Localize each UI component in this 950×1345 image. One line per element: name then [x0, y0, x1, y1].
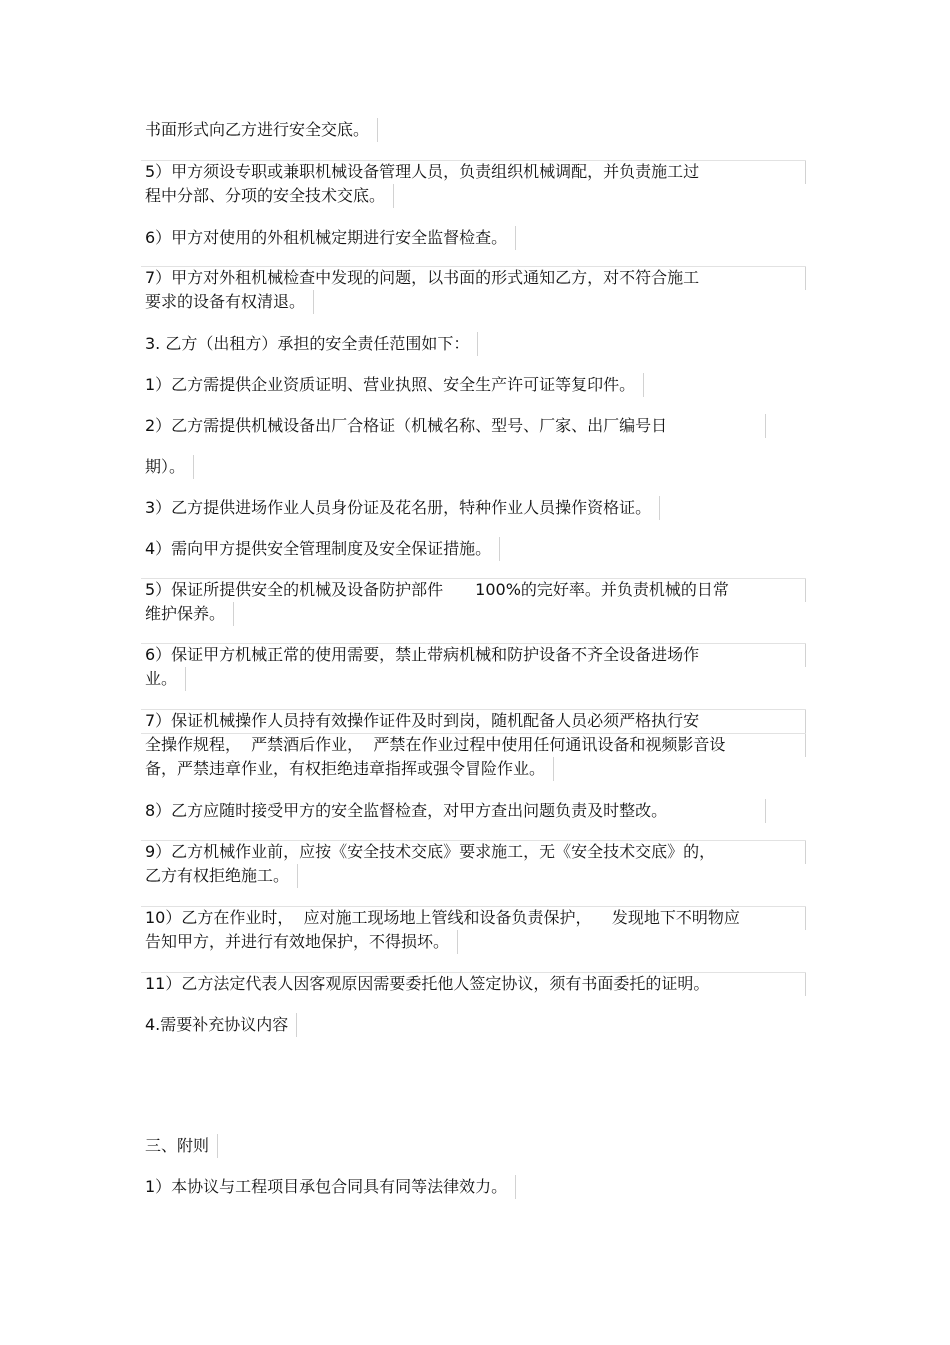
paragraph-safety-briefing-end [145, 118, 807, 142]
paragraph-item-7-party-b [145, 709, 807, 781]
text-line: 6）甲方对使用的外租机械定期进行安全监督检查。 [145, 226, 516, 250]
paragraph-item-1-party-b [145, 373, 807, 397]
paragraph-item-10-party-b [145, 906, 807, 954]
paragraph-item-8-party-b [145, 799, 807, 823]
paragraph-item-2-party-b [145, 414, 807, 438]
paragraph-item-3-party-b [145, 496, 807, 520]
text-line: 1）本协议与工程项目承包合同具有同等法律效力。 [145, 1175, 516, 1199]
section-heading-party-b-responsibility [145, 332, 807, 356]
text-line: 备，严禁违章作业，有权拒绝违章指挥或强令冒险作业。 [145, 757, 554, 781]
text-line: 4）需向甲方提供安全管理制度及安全保证措施。 [145, 537, 500, 561]
paragraph-provision-1 [145, 1175, 807, 1199]
paragraph-item-11-party-b [145, 972, 807, 996]
paragraph-item-6-party-b [145, 643, 807, 691]
paragraph-item-4-party-b [145, 537, 807, 561]
text-line: 7）保证机械操作人员持有效操作证件及时到岗，随机配备人员必须严格执行安 [145, 709, 806, 733]
text-line: 4.需要补充协议内容 [145, 1013, 297, 1037]
section-heading-supplementary-content [145, 1013, 807, 1037]
text-line: 7）甲方对外租机械检查中发现的问题，以书面的形式通知乙方，对不符合施工 [145, 266, 806, 290]
text-line: 9）乙方机械作业前，应按《安全技术交底》要求施工，无《安全技术交底》的， [145, 840, 806, 864]
text-line: 3. 乙方（出租方）承担的安全责任范围如下： [145, 332, 478, 356]
text-line: 5）甲方须设专职或兼职机械设备管理人员，负责组织机械调配，并负责施工过 [145, 160, 806, 184]
paragraph-item-9-party-b [145, 840, 807, 888]
text-line: 业。 [145, 667, 186, 691]
paragraph-item-2-party-b-continued [145, 455, 807, 479]
text-line: 全操作规程， 严禁酒后作业， 严禁在作业过程中使用任何通讯设备和视频影音设 [145, 733, 806, 757]
text-line: 三、附则 [145, 1134, 218, 1158]
paragraph-item-7-party-a [145, 266, 807, 314]
text-line: 告知甲方，并进行有效地保护，不得损坏。 [145, 930, 458, 954]
text-line: 乙方有权拒绝施工。 [145, 864, 298, 888]
text-line: 程中分部、分项的安全技术交底。 [145, 184, 394, 208]
text-line: 8）乙方应随时接受甲方的安全监督检查，对甲方查出问题负责及时整改。 [145, 799, 766, 823]
text-line: 2）乙方需提供机械设备出厂合格证（机械名称、型号、厂家、出厂编号日 [145, 414, 766, 438]
text-line: 5）保证所提供安全的机械及设备防护部件 100%的完好率。并负责机械的日常 [145, 578, 806, 602]
section-heading-supplementary-provisions [145, 1134, 807, 1158]
text-line: 书面形式向乙方进行安全交底。 [145, 118, 378, 142]
text-line: 维护保养。 [145, 602, 234, 626]
paragraph-item-6-party-a [145, 226, 807, 250]
text-line: 6）保证甲方机械正常的使用需要，禁止带病机械和防护设备不齐全设备进场作 [145, 643, 806, 667]
text-line: 1）乙方需提供企业资质证明、营业执照、安全生产许可证等复印件。 [145, 373, 644, 397]
text-line: 10）乙方在作业时， 应对施工现场地上管线和设备负责保护， 发现地下不明物应 [145, 906, 806, 930]
text-line: 期）。 [145, 455, 194, 479]
text-line: 要求的设备有权清退。 [145, 290, 314, 314]
paragraph-item-5-party-b [145, 578, 807, 626]
text-line: 11）乙方法定代表人因客观原因需要委托他人签定协议，须有书面委托的证明。 [145, 972, 806, 996]
paragraph-item-5-party-a [145, 160, 807, 208]
text-line: 3）乙方提供进场作业人员身份证及花名册，特种作业人员操作资格证。 [145, 496, 660, 520]
